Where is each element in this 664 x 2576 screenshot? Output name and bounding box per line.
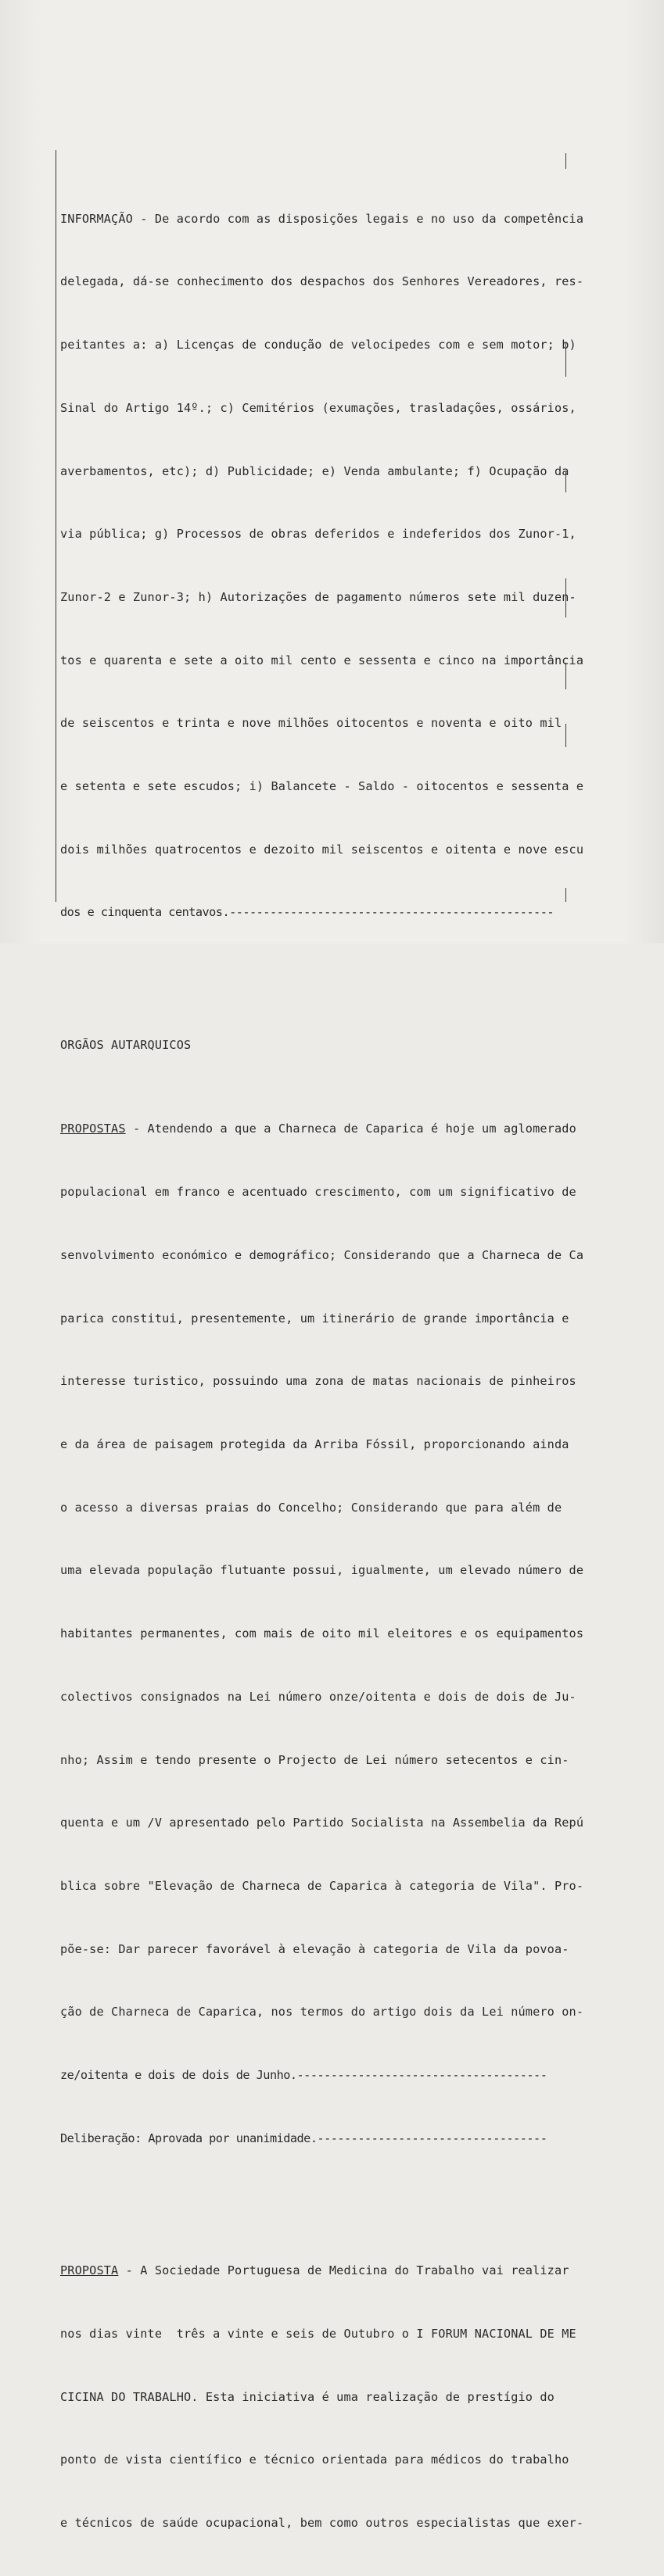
propostas-line: blica sobre "Elevação de Charneca de Caparica à categoria de Vila". Pro- [60, 1878, 584, 1893]
propostas-line: põe-se: Dar parecer favorável à elevação à categoria de Vila da povoa- [60, 1941, 569, 1956]
proposta-line: CICINA DO TRABALHO. Esta iniciativa é uma realização de prestígio do [60, 2389, 555, 2404]
propostas-line: parica constitui, presentemente, um itinerário de grande importância e [60, 1311, 569, 1326]
propostas-line: uma elevada população flutuante possui, igualmente, um elevado número de [60, 1563, 584, 1578]
proposta-line: ponto de vista científico e técnico orientada para médicos do trabalho [60, 2453, 569, 2467]
proposta-line: nos dias vinte três a vinte e seis de Outubro o I FORUM NACIONAL DE ME [60, 2326, 576, 2341]
informacao-line: e setenta e sete escudos; i) Balancete - Saldo - oitocentos e sessenta e [60, 779, 584, 794]
propostas-line: colectivos consignados na Lei número onze/oitenta e dois de dois de Ju- [60, 1689, 576, 1704]
propostas-line: habitantes permanentes, com mais de oito mil eleitores e os equipamentos [60, 1626, 584, 1641]
proposta-heading: PROPOSTA [60, 2263, 119, 2278]
propostas-line: o acesso a diversas praias do Concelho; Considerando que para além de [60, 1500, 562, 1515]
document-body [60, 145, 584, 2576]
informacao-line: de seiscentos e trinta e nove milhões oitocentos e noventa e oito mil [60, 716, 562, 731]
propostas-line: senvolvimento económico e demográfico; Considerando que a Charneca de Ca [60, 1247, 584, 1262]
informacao-line: Sinal do Artigo 14º.; c) Cemitérios (exumações, trasladações, ossários, [60, 400, 576, 415]
propostas-line: interesse turistico, possuindo uma zona de matas nacionais de pinheiros [60, 1374, 576, 1389]
informacao-heading: INFORMAÇÃO [60, 211, 133, 226]
informacao-line: INFORMAÇÃO - De acordo com as disposições legais e no uso da competência [60, 211, 584, 226]
informacao-line: delegada, dá-se conhecimento dos despachos dos Senhores Vereadores, res- [60, 274, 584, 289]
propostas-line: quenta e um /V apresentado pelo Partido Socialista na Assembelia da Repú [60, 1816, 584, 1830]
propostas-heading: PROPOSTAS [60, 1122, 126, 1136]
informacao-line: tos e quarenta e sete a oito mil cento e sessenta e cinco na importância [60, 653, 584, 667]
deliberacao-line: Deliberação: Aprovada por unanimidade.---------------------------------- [60, 2131, 547, 2145]
propostas-line: PROPOSTAS - Atendendo a que a Charneca de Caparica é hoje um aglomerado [60, 1122, 576, 1136]
informacao-line: dois milhões quatrocentos e dezoito mil seiscentos e oitenta e nove escu [60, 842, 584, 857]
propostas-line: ção de Charneca de Caparica, nos termos do artigo dois da Lei número on- [60, 2005, 584, 2020]
informacao-line: averbamentos, etc); d) Publicidade; e) Venda ambulante; f) Ocupação da [60, 463, 569, 478]
informacao-line: Zunor-2 e Zunor-3; h) Autorizações de pagamento números sete mil duzen- [60, 589, 576, 604]
informacao-line: dos e cinquenta centavos.------------------------------------------------ [60, 905, 554, 920]
proposta-line: PROPOSTA - A Sociedade Portuguesa de Medicina do Trabalho vai realizar [60, 2263, 569, 2278]
section-heading-orgaos: ORGÃOS AUTARQUICOS [60, 1037, 192, 1052]
propostas-line: ze/oitenta e dois de dois de Junho.------------------------------------- [60, 2068, 547, 2083]
proposta-line: e técnicos de saúde ocupacional, bem como outros especialistas que exer- [60, 2515, 584, 2530]
informacao-line: peitantes a: a) Licenças de condução de velocipedes com e sem motor; b) [60, 338, 576, 352]
propostas-line: e da área de paisagem protegida da Arriba Fóssil, proporcionando ainda [60, 1437, 569, 1451]
propostas-line: populacional em franco e acentuado crescimento, com um significativo de [60, 1185, 576, 1200]
propostas-line: nho; Assim e tendo presente o Projecto de Lei número setecentos e cin- [60, 1752, 569, 1767]
informacao-line: via pública; g) Processos de obras deferidos e indeferidos dos Zunor-1, [60, 527, 576, 542]
